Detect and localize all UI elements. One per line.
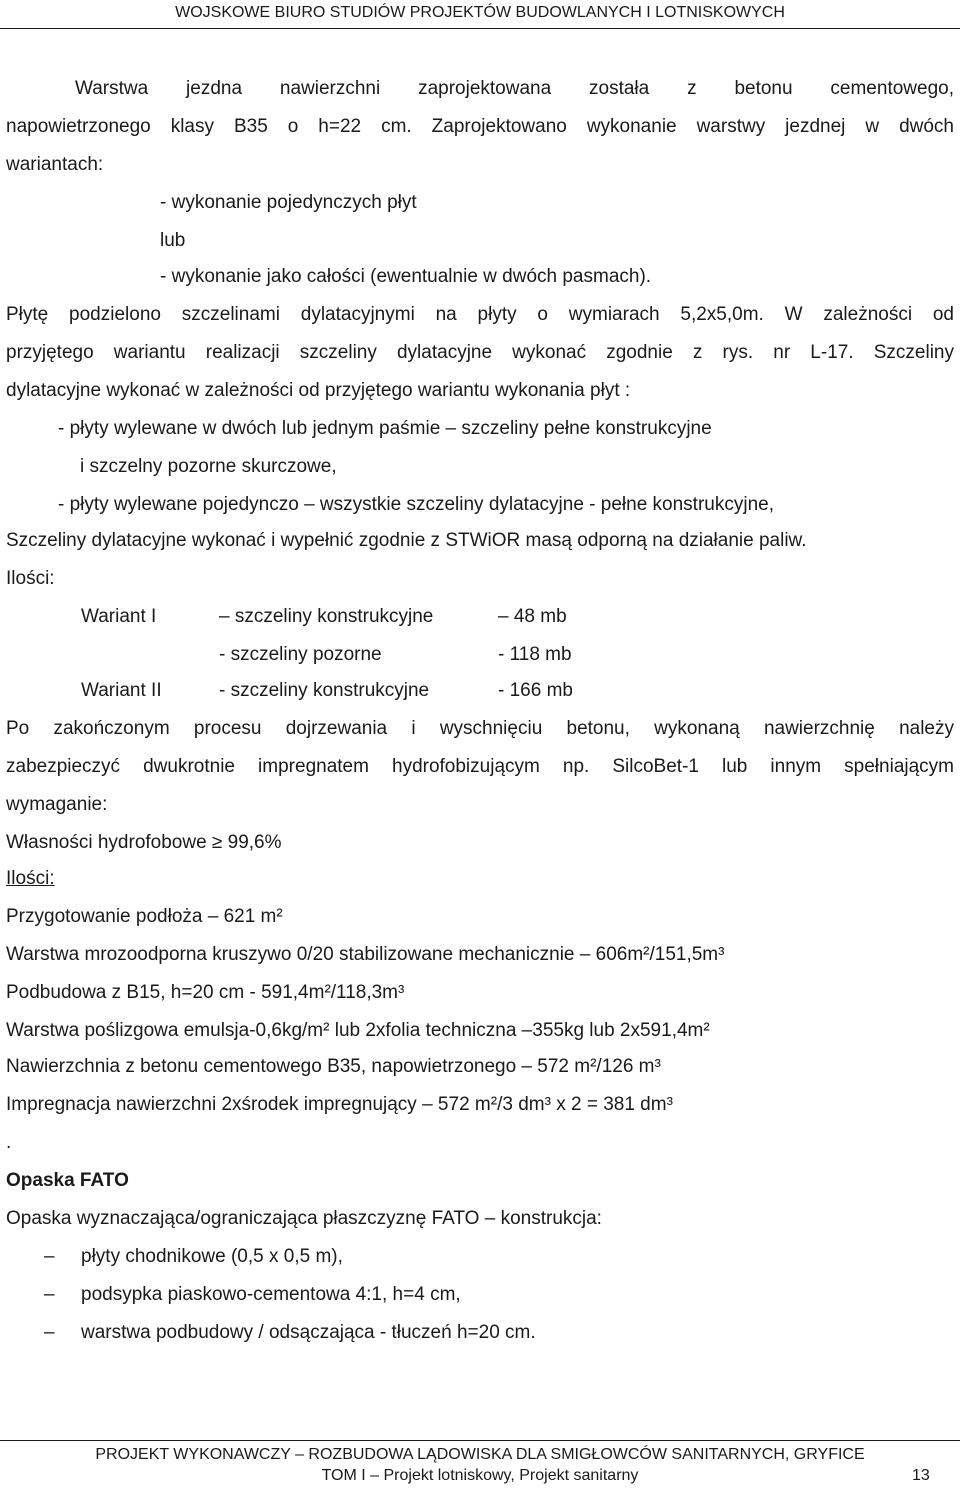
- page-number: 13: [912, 1467, 930, 1484]
- paragraph-line: wymaganie:: [6, 794, 108, 815]
- footer-project-title: PROJEKT WYKONAWCZY – ROZBUDOWA LĄDOWISKA DLA SMIGŁOWCÓW SANITARNYCH, GRYFICE: [95, 1446, 865, 1463]
- header-title: WOJSKOWE BIURO STUDIÓW PROJEKTÓW BUDOWLANYCH I LOTNISKOWYCH: [175, 4, 785, 21]
- option-line: - wykonanie pojedynczych płyt: [160, 192, 417, 213]
- paragraph-line: napowietrzonego klasy B35 o h=22 cm. Zaprojektowano wykonanie warstwy jezdnej w dwóch: [6, 116, 954, 137]
- variant-name: Wariant II: [81, 680, 162, 701]
- variant-name: Wariant I: [81, 606, 157, 627]
- quantity-line: Podbudowa z B15, h=20 cm - 591,4m²/118,3m³: [6, 982, 405, 1003]
- variant-qty: – 48 mb: [498, 606, 567, 627]
- dash-bullet: –: [44, 1284, 55, 1305]
- paragraph-line: Płytę podzielono szczelinami dylatacyjnymi na płyty o wymiarach 5,2x5,0m. W zależności od: [6, 304, 954, 325]
- variant-desc: - szczeliny konstrukcyjne: [219, 680, 430, 701]
- section-title: Opaska FATO: [6, 1170, 129, 1191]
- variant-row: [6, 676, 954, 706]
- list-item: [6, 1242, 954, 1272]
- bullet-line: - płyty wylewane pojedynczo – wszystkie szczeliny dylatacyjne - pełne konstrukcyjne,: [58, 494, 774, 515]
- variant-row: [6, 640, 954, 670]
- bullet-line: - płyty wylewane w dwóch lub jednym paśmie – szczeliny pełne konstrukcyjne: [58, 418, 712, 439]
- hydrophobic-line: Własności hydrofobowe ≥ 99,6%: [6, 832, 282, 853]
- bullet-line: i szczelny pozorne skurczowe,: [80, 456, 337, 477]
- paragraph-line: Opaska wyznaczająca/ograniczająca płaszczyznę FATO – konstrukcja:: [6, 1208, 602, 1229]
- quantities-label: Ilości:: [6, 568, 55, 589]
- quantity-line: Warstwa mrozoodporna kruszywo 0/20 stabilizowane mechanicznie – 606m²/151,5m³: [6, 944, 725, 965]
- variant-desc: – szczeliny konstrukcyjne: [219, 606, 434, 627]
- list-item-text: warstwa podbudowy / odsączająca - tłuczeń h=20 cm.: [81, 1322, 536, 1343]
- option-line: lub: [160, 230, 186, 251]
- page-footer: [0, 1440, 960, 1487]
- option-line: - wykonanie jako całości (ewentualnie w dwóch pasmach).: [160, 266, 652, 287]
- list-item: [6, 1280, 954, 1310]
- paragraph-line: przyjętego wariantu realizacji szczeliny dylatacyjne wykonać zgodnie z rys. nr L-17. Szczeliny: [6, 342, 954, 363]
- quantities-label: Ilości:: [6, 868, 55, 889]
- paragraph-line: zabezpieczyć dwukrotnie impregnatem hydrofobizującym np. SilcoBet-1 lub innym spełniającym: [6, 756, 954, 777]
- paragraph-line: Warstwa jezdna nawierzchni zaprojektowana została z betonu cementowego,: [75, 78, 954, 99]
- variant-qty: - 118 mb: [498, 644, 572, 665]
- quantity-line: Impregnacja nawierzchni 2xśrodek impregnujący – 572 m²/3 dm³ x 2 = 381 dm³: [6, 1094, 673, 1115]
- quantity-line: Warstwa poślizgowa emulsja-0,6kg/m² lub 2xfolia techniczna –355kg lub 2x591,4m²: [6, 1020, 710, 1041]
- paragraph-line: dylatacyjne wykonać w zależności od przyjętego wariantu wykonania płyt :: [6, 380, 631, 401]
- variant-row: [6, 602, 954, 632]
- dot-line: .: [6, 1132, 12, 1153]
- list-item-text: podsypka piaskowo-cementowa 4:1, h=4 cm,: [81, 1284, 461, 1305]
- quantity-line: Nawierzchnia z betonu cementowego B35, napowietrzonego – 572 m²/126 m³: [6, 1056, 661, 1077]
- paragraph-line: Po zakończonym procesu dojrzewania i wyschnięciu betonu, wykonaną nawierzchnię należy: [6, 718, 954, 739]
- paragraph-line: Szczeliny dylatacyjne wykonać i wypełnić zgodnie z STWiOR masą odporną na działanie paliw.: [6, 530, 807, 551]
- page-header: [0, 2, 960, 29]
- variant-desc: - szczeliny pozorne: [219, 644, 382, 665]
- footer-volume: TOM I – Projekt lotniskowy, Projekt sanitarny: [321, 1467, 639, 1484]
- dash-bullet: –: [44, 1246, 55, 1267]
- variant-qty: - 166 mb: [498, 680, 573, 701]
- list-item-text: płyty chodnikowe (0,5 x 0,5 m),: [81, 1246, 343, 1267]
- quantity-line: Przygotowanie podłoża – 621 m²: [6, 906, 283, 927]
- list-item: [6, 1318, 954, 1348]
- dash-bullet: –: [44, 1322, 55, 1343]
- paragraph-line: wariantach:: [6, 154, 104, 175]
